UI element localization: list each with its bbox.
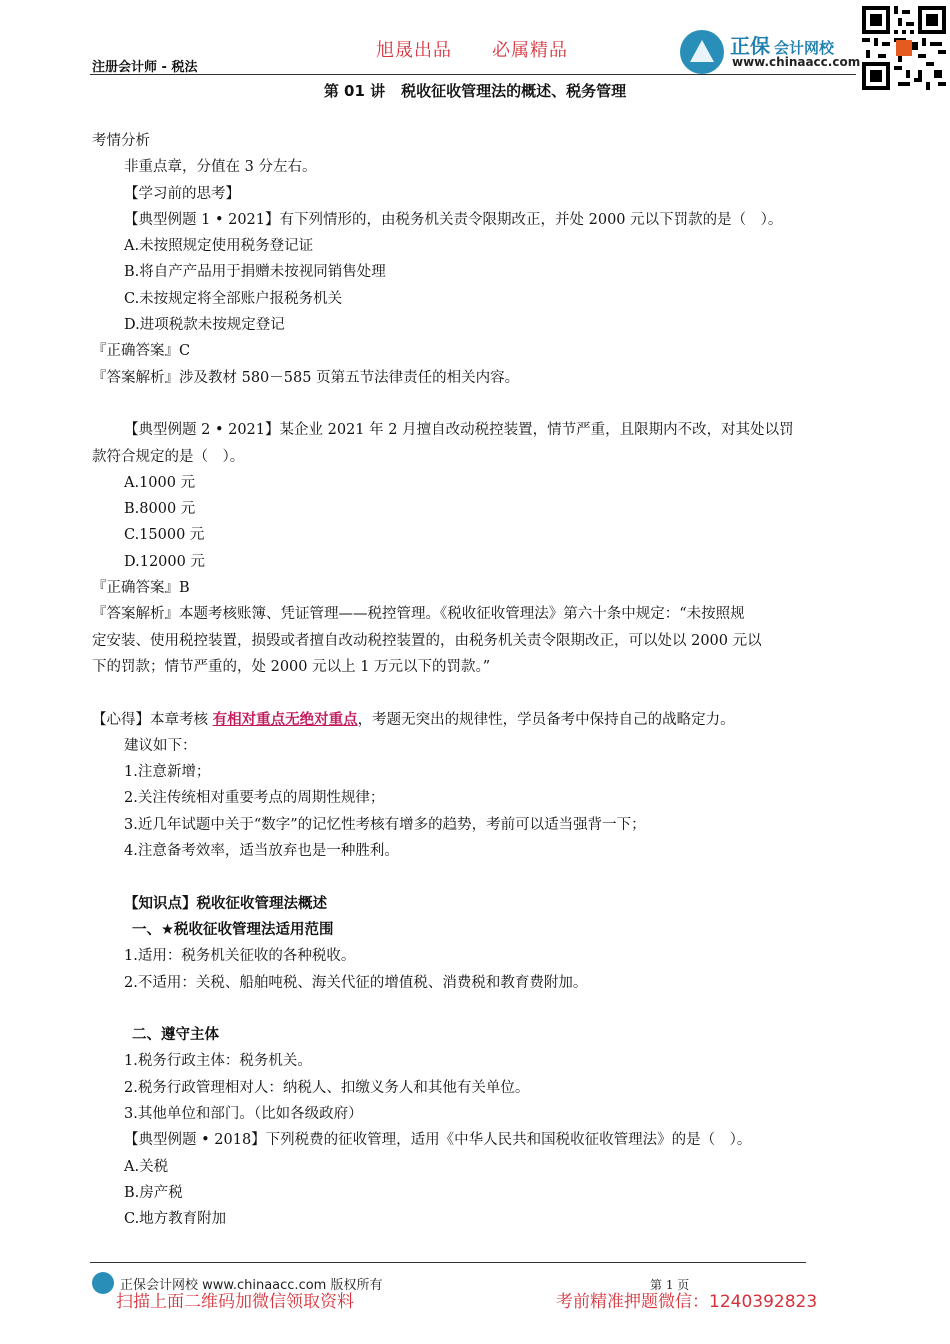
question-stem: 【典型例题 • 2018】下列税费的征收管理，适用《中华人民共和国税收征收管理法》的是（ ）。 xyxy=(124,1132,752,1149)
list-item: 4.注意备考效率，适当放弃也是一种胜利。 xyxy=(124,843,399,860)
footer-logo-icon xyxy=(92,1272,114,1294)
answer-explanation: 『答案解析』涉及教材 580－585 页第五节法律责任的相关内容。 xyxy=(92,369,520,386)
list-item: 3.其他单位和部门。（比如各级政府） xyxy=(124,1105,363,1122)
header-promo xyxy=(376,36,568,62)
logo-triangle-icon xyxy=(690,40,714,62)
course-name: 注册会计师 - 税法 xyxy=(92,60,198,75)
question-option: C.未按规定将全部账户报税务机关 xyxy=(124,290,343,307)
list-item: 1.税务行政主体：税务机关。 xyxy=(124,1053,312,1070)
answer-explanation: 『答案解析』本题考核账簿、凭证管理——税控管理。《税收征收管理法》第六十条中规定：“未按照规 xyxy=(92,606,745,623)
question-option: D.进项税款未按规定登记 xyxy=(124,317,285,334)
question-option: B.将自产产品用于捐赠未按视同销售处理 xyxy=(124,264,386,281)
correct-answer: 『正确答案』C xyxy=(92,343,191,360)
insight-highlight: 有相对重点无绝对重点 xyxy=(212,711,358,728)
document-body xyxy=(92,128,862,1232)
page-title xyxy=(0,80,950,101)
footer-promo-left: 扫描上面二维码加微信领取资料 xyxy=(116,1292,354,1312)
list-item: 3.近几年试题中关于“数字”的记忆性考核有增多的趋势，考前可以适当强背一下； xyxy=(124,816,646,833)
chinaacc-logo xyxy=(680,30,860,74)
insight-suffix: ，考题无突出的规律性，学员备考中保持自己的战略定力。 xyxy=(357,711,735,728)
footer-promo-right: 考前精准押题微信：1240392823 xyxy=(556,1292,818,1312)
question-option: B.8000 元 xyxy=(124,501,196,518)
page-number: 第 1 页 xyxy=(650,1278,690,1292)
question-stem-continued: 款符合规定的是（ ）。 xyxy=(92,448,245,465)
answer-explanation: 下的罚款；情节严重的，处 2000 元以上 1 万元以下的罚款。” xyxy=(92,658,491,675)
footer-divider xyxy=(90,1262,806,1263)
spacer xyxy=(92,680,862,706)
subsection-heading: 一、★税收征收管理法适用范围 xyxy=(132,921,334,938)
spacer xyxy=(92,391,862,417)
list-item: 2.关注传统相对重要考点的周期性规律； xyxy=(124,790,385,807)
footer-copyright: 正保会计网校 www.chinaacc.com 版权所有 xyxy=(120,1278,383,1293)
text-line: 非重点章，分值在 3 分左右。 xyxy=(124,159,317,176)
question-option: B.房产税 xyxy=(124,1184,183,1201)
logo-sub-text: 会计网校 xyxy=(774,39,835,57)
question-option: C.地方教育附加 xyxy=(124,1211,227,1228)
spacer xyxy=(92,864,862,890)
question-option: A.关税 xyxy=(124,1158,169,1175)
list-item: 1.适用：税务机关征收的各种税收。 xyxy=(124,948,356,965)
logo-url: www.chinaacc.com xyxy=(732,55,861,69)
insight-line xyxy=(92,707,862,733)
lecture-topic: 税收征收管理法的概述、税务管理 xyxy=(401,82,627,100)
answer-explanation: 定安装、使用税控装置，损毁或者擅自改动税控装置的，由税务机关责令限期改正，可以处以 2000 元以 xyxy=(92,632,762,649)
qr-code-icon xyxy=(862,6,946,90)
header-divider xyxy=(90,74,856,75)
question-option: A.未按照规定使用税务登记证 xyxy=(124,238,314,255)
question-stem: 【典型例题 1 • 2021】有下列情形的，由税务机关责令限期改正，并处 2000 元以下罚款的是（ ）。 xyxy=(124,211,783,228)
question-option: C.15000 元 xyxy=(124,527,205,544)
list-item: 2.不适用：关税、船舶吨税、海关代征的增值税、消费税和教育费附加。 xyxy=(124,974,588,991)
header-promo-right: 必属精品 xyxy=(492,40,568,61)
text-line: 建议如下： xyxy=(124,737,197,754)
section-heading-analysis: 考情分析 xyxy=(92,133,150,149)
question-stem: 【典型例题 2 • 2021】某企业 2021 年 2 月擅自改动税控装置，情节严重，且限期内不改，对其处以罚 xyxy=(124,422,794,439)
spacer xyxy=(92,996,862,1022)
list-item: 1.注意新增； xyxy=(124,764,211,781)
insight-prefix: 【心得】本章考核 xyxy=(92,711,213,728)
lecture-number: 第 01 讲 xyxy=(323,82,386,100)
header-promo-left: 旭晟出品 xyxy=(376,40,452,61)
knowledge-point-heading: 【知识点】税收征收管理法概述 xyxy=(124,895,327,912)
text-line: 【学习前的思考】 xyxy=(124,185,240,202)
correct-answer: 『正确答案』B xyxy=(92,580,190,597)
logo-main-text: 正保 xyxy=(730,34,770,58)
question-option: D.12000 元 xyxy=(124,553,205,570)
subsection-heading: 二、遵守主体 xyxy=(132,1027,219,1044)
list-item: 2.税务行政管理相对人：纳税人、扣缴义务人和其他有关单位。 xyxy=(124,1079,530,1096)
question-option: A.1000 元 xyxy=(124,474,196,491)
